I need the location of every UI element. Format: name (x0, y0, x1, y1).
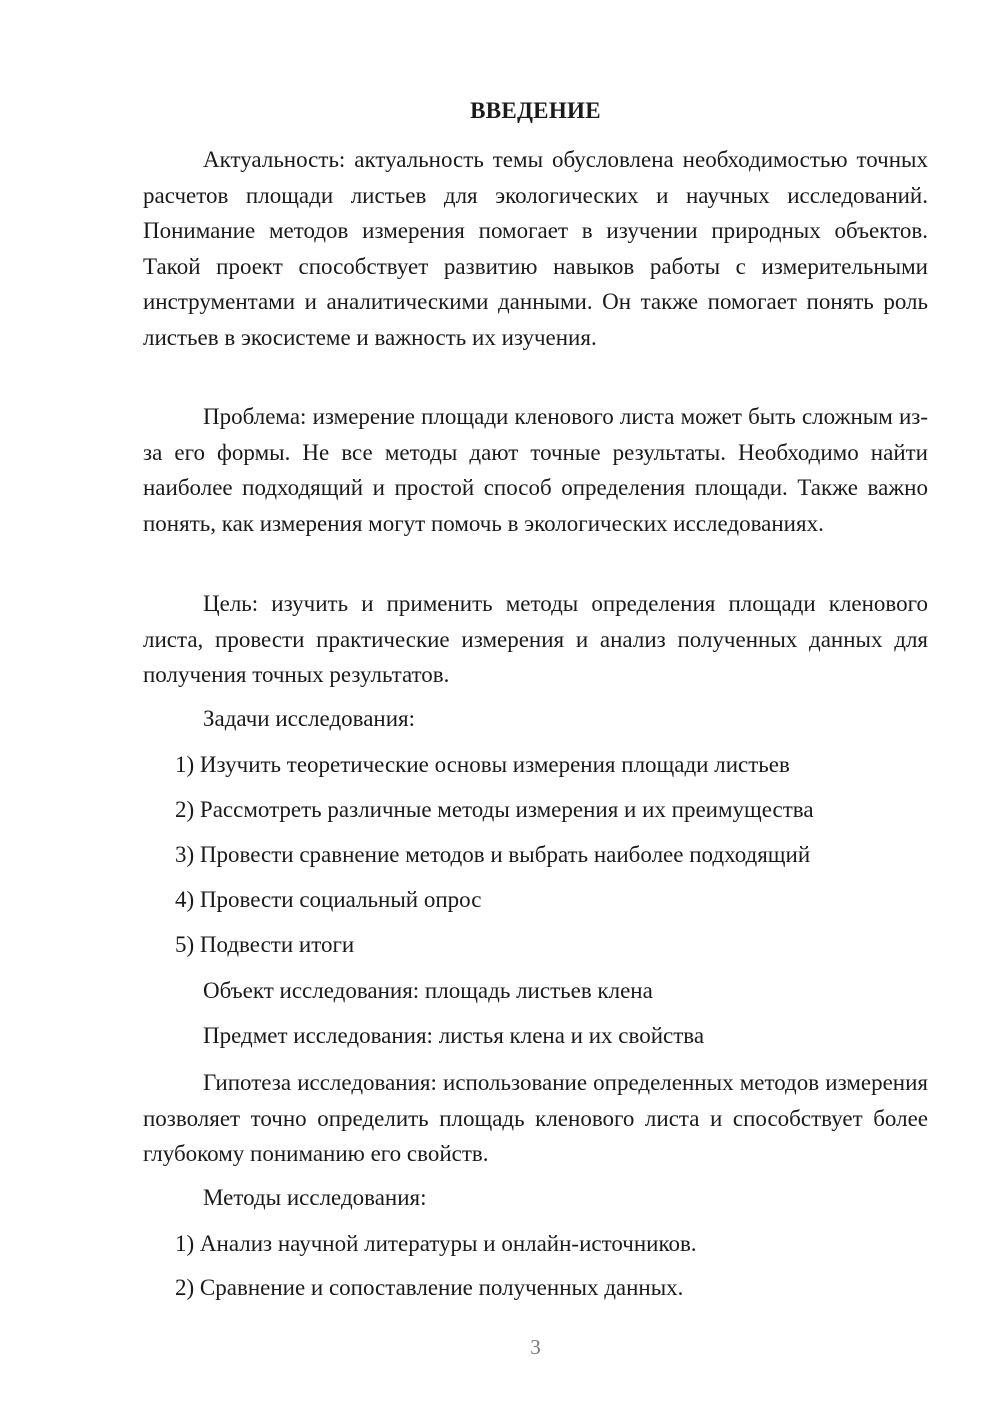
goal-paragraph: Цель: изучить и применить методы определения площади кленового листа, провести практические измерения и анализ полученных данных для получения точных результатов. (143, 591, 928, 687)
page-title: ВВЕДЕНИЕ (470, 98, 601, 123)
research-object: Объект исследования: площадь листьев клена (203, 978, 653, 1003)
task-item: 3) Провести сравнение методов и выбрать наиболее подходящий (175, 842, 811, 867)
hypothesis-paragraph: Гипотеза исследования: использование определенных методов измерения позволяет точно определить площадь кленового листа и способствует более глубокому пониманию его свойств. (143, 1070, 928, 1166)
document-page (143, 0, 928, 1414)
task-item: 4) Провести социальный опрос (175, 887, 482, 912)
method-item: 2) Сравнение и сопоставление полученных данных. (175, 1275, 684, 1300)
task-item: 1) Изучить теоретические основы измерения площади листьев (175, 752, 790, 777)
page-number: 3 (530, 1335, 541, 1359)
task-item: 5) Подвести итоги (175, 932, 355, 957)
task-item: 2) Рассмотреть различные методы измерения и их преимущества (175, 797, 814, 822)
research-subject: Предмет исследования: листья клена и их свойства (203, 1023, 705, 1048)
problem-paragraph: Проблема: измерение площади кленового листа может быть сложным из-за его формы. Не все методы дают точные результаты. Необходимо найти наиболее подходящий и простой способ определения площади. Также важно понять, как измерения могут помочь в экологических исследованиях. (143, 404, 928, 536)
methods-title: Методы исследования: (203, 1185, 427, 1210)
method-item: 1) Анализ научной литературы и онлайн-источников. (175, 1231, 697, 1256)
relevance-paragraph: Актуальность: актуальность темы обусловлена необходимостью точных расчетов площади листьев для экологических и научных исследований. Понимание методов измерения помогает в изучении природных объектов. Такой проект способствует развитию навыков работы с измерительными инструментами и аналитическими данными. Он также помогает понять роль листьев в экосистеме и важность их изучения. (143, 147, 928, 350)
tasks-title: Задачи исследования: (203, 706, 416, 731)
